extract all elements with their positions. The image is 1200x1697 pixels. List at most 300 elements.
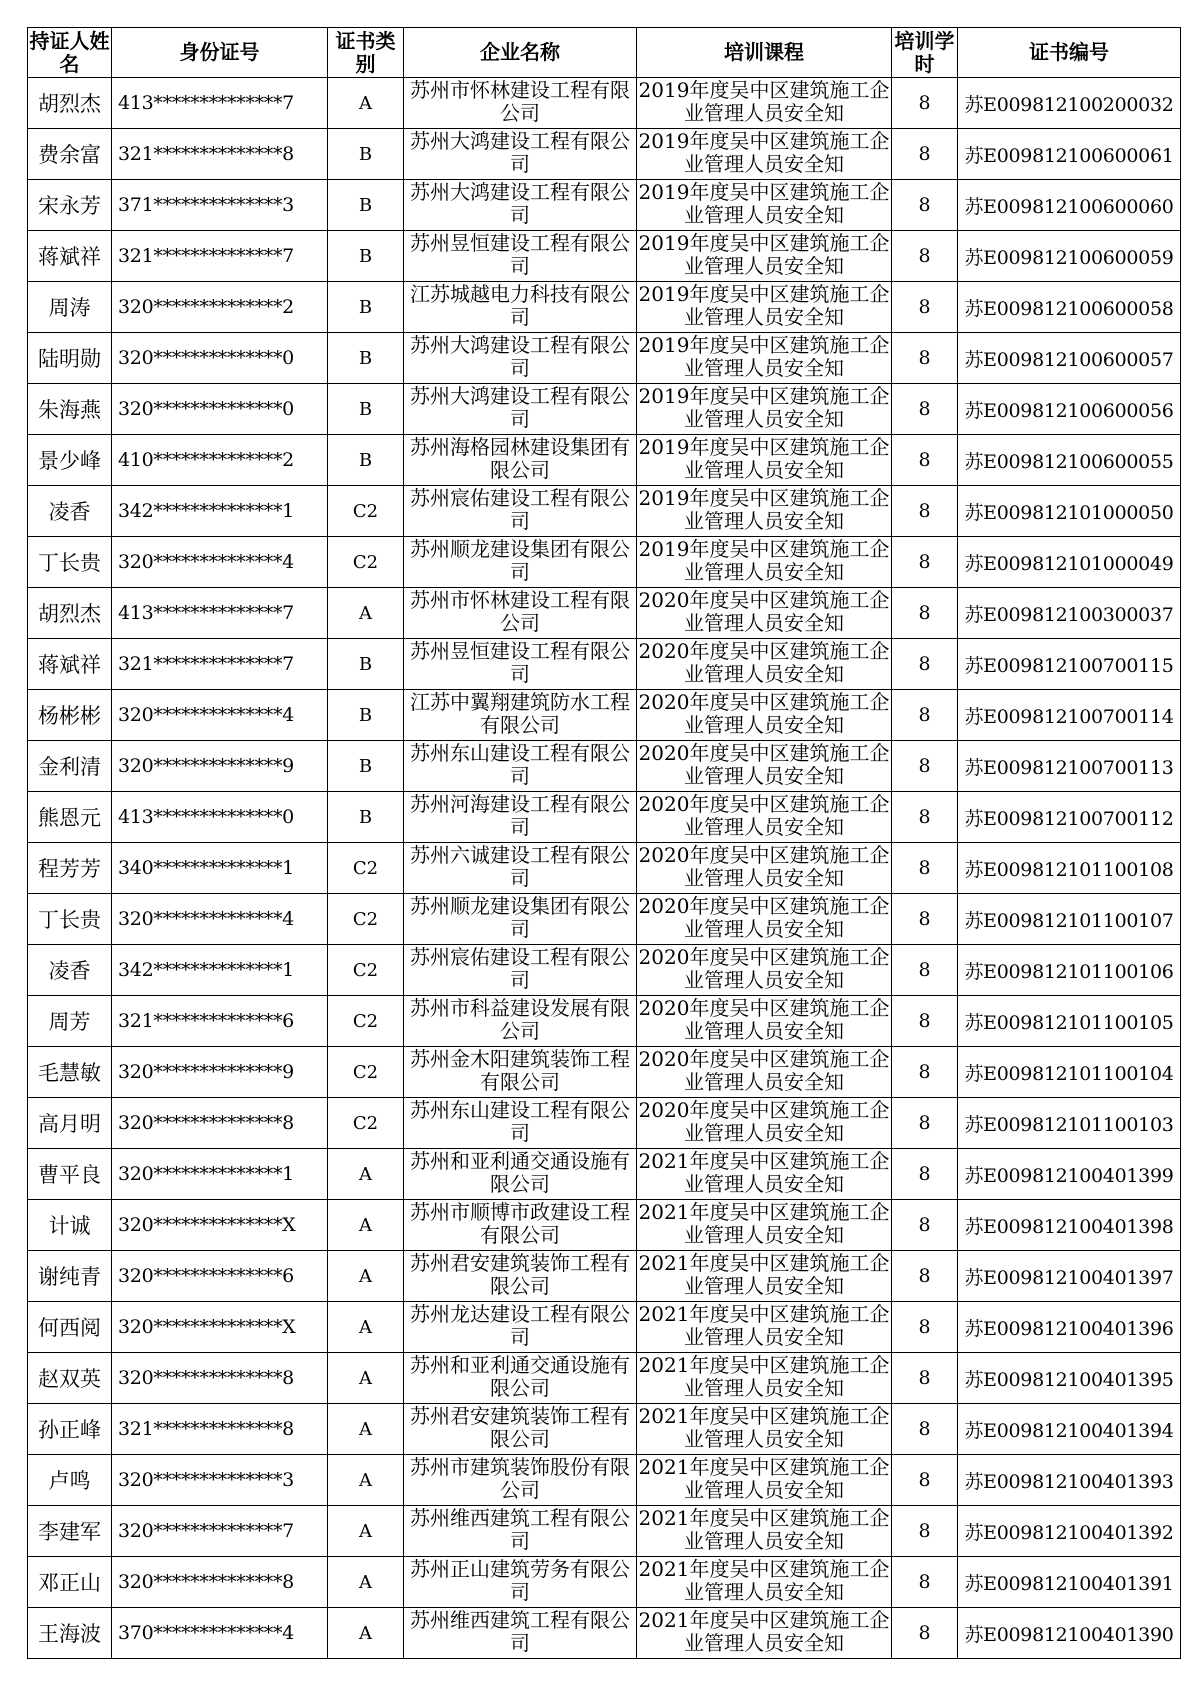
company-name-cell <box>404 486 637 537</box>
training-course-text: 2020年度吴中区建筑施工企业管理人员安全知 <box>638 588 890 635</box>
holder-name-cell: 熊恩元 <box>28 792 112 843</box>
training-course-text: 2019年度吴中区建筑施工企业管理人员安全知 <box>638 486 890 533</box>
company-name-text: 苏州六诚建设工程有限公司 <box>410 843 630 890</box>
training-course-text: 2019年度吴中区建筑施工企业管理人员安全知 <box>638 180 890 227</box>
training-course-cell <box>637 894 892 945</box>
certificate-number-cell: 苏E009812100401398 <box>958 1200 1181 1251</box>
id-number-cell: 320**************X <box>112 1200 328 1251</box>
header-certificate-number: 证书编号 <box>958 28 1181 78</box>
certificate-category-cell: A <box>328 1506 404 1557</box>
training-hours-cell: 8 <box>892 1200 958 1251</box>
company-name-text: 苏州市建筑装饰股份有限公司 <box>410 1455 630 1502</box>
header-row <box>28 28 1181 78</box>
company-name-cell <box>404 996 637 1047</box>
training-hours-cell: 8 <box>892 1608 958 1659</box>
table-row <box>28 588 1181 639</box>
id-number-cell: 413**************7 <box>112 78 328 129</box>
table-row <box>28 384 1181 435</box>
company-name-cell <box>404 333 637 384</box>
id-number-cell: 320**************X <box>112 1302 328 1353</box>
training-course-text: 2020年度吴中区建筑施工企业管理人员安全知 <box>638 996 890 1043</box>
training-course-cell <box>637 1149 892 1200</box>
company-name-cell <box>404 843 637 894</box>
table-row <box>28 1404 1181 1455</box>
id-number-cell: 320**************8 <box>112 1557 328 1608</box>
certificate-number-cell: 苏E009812100700113 <box>958 741 1181 792</box>
holder-name-cell: 周芳 <box>28 996 112 1047</box>
training-hours-cell: 8 <box>892 843 958 894</box>
training-course-cell <box>637 1404 892 1455</box>
certificate-number-cell: 苏E009812100401393 <box>958 1455 1181 1506</box>
training-course-cell <box>637 333 892 384</box>
training-course-cell <box>637 1047 892 1098</box>
certificate-number-cell: 苏E009812101100107 <box>958 894 1181 945</box>
training-course-text: 2021年度吴中区建筑施工企业管理人员安全知 <box>638 1506 890 1553</box>
id-number-cell: 342**************1 <box>112 486 328 537</box>
company-name-cell <box>404 129 637 180</box>
company-name-text: 苏州正山建筑劳务有限公司 <box>410 1557 630 1604</box>
company-name-text: 苏州宸佑建设工程有限公司 <box>410 945 630 992</box>
holder-name-cell: 曹平良 <box>28 1149 112 1200</box>
holder-name-cell: 朱海燕 <box>28 384 112 435</box>
company-name-text: 苏州市怀林建设工程有限公司 <box>410 78 630 125</box>
holder-name-cell: 卢鸣 <box>28 1455 112 1506</box>
certificate-number-cell: 苏E009812100401395 <box>958 1353 1181 1404</box>
header-training-hours: 培训学时 <box>892 28 958 78</box>
holder-name-cell: 胡烈杰 <box>28 588 112 639</box>
company-name-text: 江苏城越电力科技有限公司 <box>410 282 630 329</box>
id-number-cell: 321**************7 <box>112 231 328 282</box>
certificate-category-cell: C2 <box>328 1098 404 1149</box>
certificate-category-cell: C2 <box>328 843 404 894</box>
company-name-text: 苏州顺龙建设集团有限公司 <box>410 537 630 584</box>
certificate-number-cell: 苏E009812100600056 <box>958 384 1181 435</box>
table-row <box>28 282 1181 333</box>
id-number-cell: 320**************7 <box>112 1506 328 1557</box>
certificate-category-cell: C2 <box>328 894 404 945</box>
training-course-cell <box>637 180 892 231</box>
id-number-cell: 342**************1 <box>112 945 328 996</box>
training-course-cell <box>637 792 892 843</box>
company-name-cell <box>404 1353 637 1404</box>
header-training-course: 培训课程 <box>637 28 892 78</box>
training-course-text: 2020年度吴中区建筑施工企业管理人员安全知 <box>638 945 890 992</box>
training-course-cell <box>637 1557 892 1608</box>
company-name-cell <box>404 1557 637 1608</box>
certificate-category-cell: B <box>328 282 404 333</box>
training-course-text: 2021年度吴中区建筑施工企业管理人员安全知 <box>638 1200 890 1247</box>
company-name-text: 苏州东山建设工程有限公司 <box>410 741 630 788</box>
header-certificate-category: 证书类别 <box>328 28 404 78</box>
holder-name-cell: 何西阅 <box>28 1302 112 1353</box>
training-hours-cell: 8 <box>892 282 958 333</box>
training-course-cell <box>637 129 892 180</box>
certificate-number-cell: 苏E009812100700115 <box>958 639 1181 690</box>
training-hours-cell: 8 <box>892 792 958 843</box>
certificate-number-cell: 苏E009812100600059 <box>958 231 1181 282</box>
holder-name-cell: 计诚 <box>28 1200 112 1251</box>
certificate-category-cell: C2 <box>328 996 404 1047</box>
training-course-cell <box>637 282 892 333</box>
table-row <box>28 996 1181 1047</box>
certificate-number-cell: 苏E009812101100103 <box>958 1098 1181 1149</box>
holder-name-cell: 丁长贵 <box>28 894 112 945</box>
table-row <box>28 537 1181 588</box>
holder-name-cell: 蒋斌祥 <box>28 231 112 282</box>
training-course-text: 2019年度吴中区建筑施工企业管理人员安全知 <box>638 333 890 380</box>
company-name-text: 苏州大鸿建设工程有限公司 <box>410 129 630 176</box>
training-course-text: 2020年度吴中区建筑施工企业管理人员安全知 <box>638 639 890 686</box>
company-name-cell <box>404 1404 637 1455</box>
training-hours-cell: 8 <box>892 129 958 180</box>
training-hours-cell: 8 <box>892 1047 958 1098</box>
training-course-text: 2021年度吴中区建筑施工企业管理人员安全知 <box>638 1404 890 1451</box>
id-number-cell: 320**************4 <box>112 690 328 741</box>
company-name-text: 苏州维西建筑工程有限公司 <box>410 1608 630 1655</box>
training-course-cell <box>637 1506 892 1557</box>
certificate-category-cell: A <box>328 1302 404 1353</box>
certificate-category-cell: B <box>328 690 404 741</box>
id-number-cell: 320**************9 <box>112 1047 328 1098</box>
training-course-cell <box>637 231 892 282</box>
certificate-number-cell: 苏E009812100401394 <box>958 1404 1181 1455</box>
table-row <box>28 1455 1181 1506</box>
company-name-cell <box>404 588 637 639</box>
company-name-cell <box>404 78 637 129</box>
certificate-table <box>27 27 1181 1659</box>
training-course-text: 2020年度吴中区建筑施工企业管理人员安全知 <box>638 843 890 890</box>
certificate-number-cell: 苏E009812100401397 <box>958 1251 1181 1302</box>
certificate-category-cell: A <box>328 1353 404 1404</box>
table-row <box>28 1506 1181 1557</box>
company-name-cell <box>404 537 637 588</box>
holder-name-cell: 陆明勋 <box>28 333 112 384</box>
certificate-number-cell: 苏E009812101100108 <box>958 843 1181 894</box>
id-number-cell: 320**************2 <box>112 282 328 333</box>
table-body <box>28 78 1181 1659</box>
certificate-number-cell: 苏E009812101100106 <box>958 945 1181 996</box>
certificate-category-cell: A <box>328 78 404 129</box>
training-hours-cell: 8 <box>892 1455 958 1506</box>
company-name-cell <box>404 1200 637 1251</box>
table-row <box>28 945 1181 996</box>
table-row <box>28 1302 1181 1353</box>
certificate-number-cell: 苏E009812100600057 <box>958 333 1181 384</box>
training-hours-cell: 8 <box>892 1149 958 1200</box>
certificate-number-cell: 苏E009812100300037 <box>958 588 1181 639</box>
holder-name-cell: 谢纯青 <box>28 1251 112 1302</box>
holder-name-cell: 邓正山 <box>28 1557 112 1608</box>
holder-name-cell: 赵双英 <box>28 1353 112 1404</box>
company-name-text: 苏州君安建筑装饰工程有限公司 <box>410 1404 630 1451</box>
certificate-number-cell: 苏E009812100401392 <box>958 1506 1181 1557</box>
header-holder-name: 持证人姓名 <box>29 28 110 76</box>
training-course-cell <box>637 690 892 741</box>
training-course-text: 2020年度吴中区建筑施工企业管理人员安全知 <box>638 792 890 839</box>
holder-name-cell: 杨彬彬 <box>28 690 112 741</box>
certificate-category-cell: A <box>328 588 404 639</box>
company-name-text: 苏州大鸿建设工程有限公司 <box>410 333 630 380</box>
id-number-cell: 370**************4 <box>112 1608 328 1659</box>
header-company-name: 企业名称 <box>404 28 637 78</box>
company-name-cell <box>404 690 637 741</box>
training-course-text: 2021年度吴中区建筑施工企业管理人员安全知 <box>638 1251 890 1298</box>
table-row <box>28 1608 1181 1659</box>
id-number-cell: 320**************6 <box>112 1251 328 1302</box>
company-name-cell <box>404 945 637 996</box>
company-name-cell <box>404 435 637 486</box>
company-name-cell <box>404 741 637 792</box>
table-row <box>28 78 1181 129</box>
table-row <box>28 486 1181 537</box>
id-number-cell: 320**************4 <box>112 894 328 945</box>
certificate-number-cell: 苏E009812101100104 <box>958 1047 1181 1098</box>
holder-name-cell: 费余富 <box>28 129 112 180</box>
certificate-category-cell: B <box>328 180 404 231</box>
certificate-category-cell: A <box>328 1404 404 1455</box>
certificate-category-cell: A <box>328 1200 404 1251</box>
holder-name-cell: 凌香 <box>28 486 112 537</box>
company-name-text: 苏州和亚利通交通设施有限公司 <box>410 1149 630 1196</box>
training-hours-cell: 8 <box>892 945 958 996</box>
training-course-cell <box>637 537 892 588</box>
company-name-text: 苏州宸佑建设工程有限公司 <box>410 486 630 533</box>
certificate-category-cell: B <box>328 639 404 690</box>
training-course-text: 2020年度吴中区建筑施工企业管理人员安全知 <box>638 1047 890 1094</box>
company-name-text: 苏州大鸿建设工程有限公司 <box>410 384 630 431</box>
training-hours-cell: 8 <box>892 639 958 690</box>
id-number-cell: 321**************8 <box>112 1404 328 1455</box>
training-course-cell <box>637 639 892 690</box>
training-course-cell <box>637 1200 892 1251</box>
training-course-text: 2021年度吴中区建筑施工企业管理人员安全知 <box>638 1302 890 1349</box>
table-row <box>28 1251 1181 1302</box>
holder-name-cell: 孙正峰 <box>28 1404 112 1455</box>
holder-name-cell: 毛慧敏 <box>28 1047 112 1098</box>
certificate-number-cell: 苏E009812100600058 <box>958 282 1181 333</box>
table-row <box>28 792 1181 843</box>
certificate-category-cell: B <box>328 741 404 792</box>
certificate-category-cell: A <box>328 1149 404 1200</box>
training-course-text: 2020年度吴中区建筑施工企业管理人员安全知 <box>638 690 890 737</box>
training-hours-cell: 8 <box>892 741 958 792</box>
certificate-number-cell: 苏E009812100401399 <box>958 1149 1181 1200</box>
certificate-number-cell: 苏E009812100401396 <box>958 1302 1181 1353</box>
id-number-cell: 320**************4 <box>112 537 328 588</box>
company-name-cell <box>404 282 637 333</box>
company-name-text: 苏州河海建设工程有限公司 <box>410 792 630 839</box>
training-hours-cell: 8 <box>892 1353 958 1404</box>
training-hours-cell: 8 <box>892 996 958 1047</box>
company-name-cell <box>404 639 637 690</box>
training-course-text: 2020年度吴中区建筑施工企业管理人员安全知 <box>638 741 890 788</box>
holder-name-cell: 王海波 <box>28 1608 112 1659</box>
id-number-cell: 320**************8 <box>112 1098 328 1149</box>
company-name-cell <box>404 1506 637 1557</box>
company-name-cell <box>404 1047 637 1098</box>
company-name-cell <box>404 1455 637 1506</box>
id-number-cell: 371**************3 <box>112 180 328 231</box>
company-name-text: 苏州市怀林建设工程有限公司 <box>410 588 630 635</box>
training-hours-cell: 8 <box>892 690 958 741</box>
training-course-cell <box>637 486 892 537</box>
id-number-cell: 321**************6 <box>112 996 328 1047</box>
certificate-number-cell: 苏E009812100700112 <box>958 792 1181 843</box>
training-course-cell <box>637 1353 892 1404</box>
table-row <box>28 843 1181 894</box>
company-name-text: 苏州东山建设工程有限公司 <box>410 1098 630 1145</box>
training-hours-cell: 8 <box>892 894 958 945</box>
table-row <box>28 1098 1181 1149</box>
id-number-cell: 320**************0 <box>112 333 328 384</box>
training-hours-cell: 8 <box>892 588 958 639</box>
training-course-text: 2020年度吴中区建筑施工企业管理人员安全知 <box>638 894 890 941</box>
certificate-category-cell: A <box>328 1455 404 1506</box>
training-course-cell <box>637 996 892 1047</box>
training-course-cell <box>637 741 892 792</box>
table-row <box>28 180 1181 231</box>
certificate-category-cell: B <box>328 792 404 843</box>
company-name-cell <box>404 180 637 231</box>
holder-name-cell: 胡烈杰 <box>28 78 112 129</box>
certificate-number-cell: 苏E009812101100105 <box>958 996 1181 1047</box>
company-name-text: 苏州维西建筑工程有限公司 <box>410 1506 630 1553</box>
training-course-cell <box>637 78 892 129</box>
table-row <box>28 690 1181 741</box>
training-course-cell <box>637 384 892 435</box>
training-hours-cell: 8 <box>892 1098 958 1149</box>
training-hours-cell: 8 <box>892 1506 958 1557</box>
holder-name-cell: 高月明 <box>28 1098 112 1149</box>
company-name-cell <box>404 231 637 282</box>
certificate-number-cell: 苏E009812101000050 <box>958 486 1181 537</box>
holder-name-cell: 程芳芳 <box>28 843 112 894</box>
certificate-number-cell: 苏E009812100401390 <box>958 1608 1181 1659</box>
training-course-text: 2021年度吴中区建筑施工企业管理人员安全知 <box>638 1557 890 1604</box>
table-row <box>28 639 1181 690</box>
table-row <box>28 231 1181 282</box>
id-number-cell: 320**************0 <box>112 384 328 435</box>
training-course-text: 2019年度吴中区建筑施工企业管理人员安全知 <box>638 231 890 278</box>
certificate-number-cell: 苏E009812100401391 <box>958 1557 1181 1608</box>
table-row <box>28 894 1181 945</box>
training-course-text: 2019年度吴中区建筑施工企业管理人员安全知 <box>638 129 890 176</box>
certificate-category-cell: B <box>328 435 404 486</box>
training-course-cell <box>637 1455 892 1506</box>
certificate-category-cell: B <box>328 129 404 180</box>
training-hours-cell: 8 <box>892 1251 958 1302</box>
training-course-cell <box>637 843 892 894</box>
table-row <box>28 129 1181 180</box>
company-name-text: 苏州海格园林建设集团有限公司 <box>410 435 630 482</box>
table-row <box>28 435 1181 486</box>
company-name-text: 苏州大鸿建设工程有限公司 <box>410 180 630 227</box>
certificate-category-cell: B <box>328 231 404 282</box>
certificate-category-cell: A <box>328 1251 404 1302</box>
certificate-category-cell: C2 <box>328 486 404 537</box>
company-name-cell <box>404 384 637 435</box>
training-course-cell <box>637 1608 892 1659</box>
certificate-category-cell: C2 <box>328 945 404 996</box>
certificate-number-cell: 苏E009812100200032 <box>958 78 1181 129</box>
training-hours-cell: 8 <box>892 435 958 486</box>
training-course-cell <box>637 435 892 486</box>
training-course-text: 2020年度吴中区建筑施工企业管理人员安全知 <box>638 1098 890 1145</box>
company-name-cell <box>404 792 637 843</box>
company-name-text: 苏州市科益建设发展有限公司 <box>410 996 630 1043</box>
training-hours-cell: 8 <box>892 1404 958 1455</box>
training-hours-cell: 8 <box>892 486 958 537</box>
id-number-cell: 340**************1 <box>112 843 328 894</box>
certificate-category-cell: B <box>328 384 404 435</box>
training-hours-cell: 8 <box>892 333 958 384</box>
company-name-text: 苏州顺龙建设集团有限公司 <box>410 894 630 941</box>
training-course-cell <box>637 1302 892 1353</box>
training-hours-cell: 8 <box>892 180 958 231</box>
certificate-number-cell: 苏E009812100600060 <box>958 180 1181 231</box>
id-number-cell: 321**************7 <box>112 639 328 690</box>
training-hours-cell: 8 <box>892 78 958 129</box>
id-number-cell: 413**************7 <box>112 588 328 639</box>
training-course-text: 2019年度吴中区建筑施工企业管理人员安全知 <box>638 384 890 431</box>
training-course-cell <box>637 1251 892 1302</box>
table-row <box>28 1353 1181 1404</box>
certificate-number-cell: 苏E009812100700114 <box>958 690 1181 741</box>
company-name-text: 苏州市顺博市政建设工程有限公司 <box>410 1200 630 1247</box>
certificate-number-cell: 苏E009812100600061 <box>958 129 1181 180</box>
certificate-category-cell: C2 <box>328 1047 404 1098</box>
training-course-text: 2019年度吴中区建筑施工企业管理人员安全知 <box>638 537 890 584</box>
training-course-cell <box>637 1098 892 1149</box>
table-header <box>28 28 1181 78</box>
training-course-text: 2021年度吴中区建筑施工企业管理人员安全知 <box>638 1455 890 1502</box>
company-name-cell <box>404 1098 637 1149</box>
header-id-number: 身份证号 <box>112 28 328 78</box>
certificate-category-cell: A <box>328 1608 404 1659</box>
holder-name-cell: 景少峰 <box>28 435 112 486</box>
table-row <box>28 741 1181 792</box>
id-number-cell: 320**************8 <box>112 1353 328 1404</box>
holder-name-cell: 李建军 <box>28 1506 112 1557</box>
training-hours-cell: 8 <box>892 1302 958 1353</box>
id-number-cell: 321**************8 <box>112 129 328 180</box>
table-row <box>28 333 1181 384</box>
certificate-category-cell: B <box>328 333 404 384</box>
training-course-text: 2019年度吴中区建筑施工企业管理人员安全知 <box>638 435 890 482</box>
training-course-cell <box>637 945 892 996</box>
company-name-cell <box>404 894 637 945</box>
training-course-text: 2021年度吴中区建筑施工企业管理人员安全知 <box>638 1353 890 1400</box>
training-course-text: 2019年度吴中区建筑施工企业管理人员安全知 <box>638 78 890 125</box>
company-name-cell <box>404 1149 637 1200</box>
id-number-cell: 413**************0 <box>112 792 328 843</box>
id-number-cell: 320**************3 <box>112 1455 328 1506</box>
training-course-text: 2021年度吴中区建筑施工企业管理人员安全知 <box>638 1608 890 1655</box>
training-hours-cell: 8 <box>892 231 958 282</box>
holder-name-cell: 金利清 <box>28 741 112 792</box>
company-name-text: 苏州昱恒建设工程有限公司 <box>410 231 630 278</box>
table-row <box>28 1149 1181 1200</box>
training-hours-cell: 8 <box>892 1557 958 1608</box>
holder-name-cell: 宋永芳 <box>28 180 112 231</box>
training-hours-cell: 8 <box>892 537 958 588</box>
holder-name-cell: 凌香 <box>28 945 112 996</box>
company-name-text: 苏州和亚利通交通设施有限公司 <box>410 1353 630 1400</box>
company-name-cell <box>404 1608 637 1659</box>
training-course-cell <box>637 588 892 639</box>
table-row <box>28 1047 1181 1098</box>
company-name-cell <box>404 1251 637 1302</box>
